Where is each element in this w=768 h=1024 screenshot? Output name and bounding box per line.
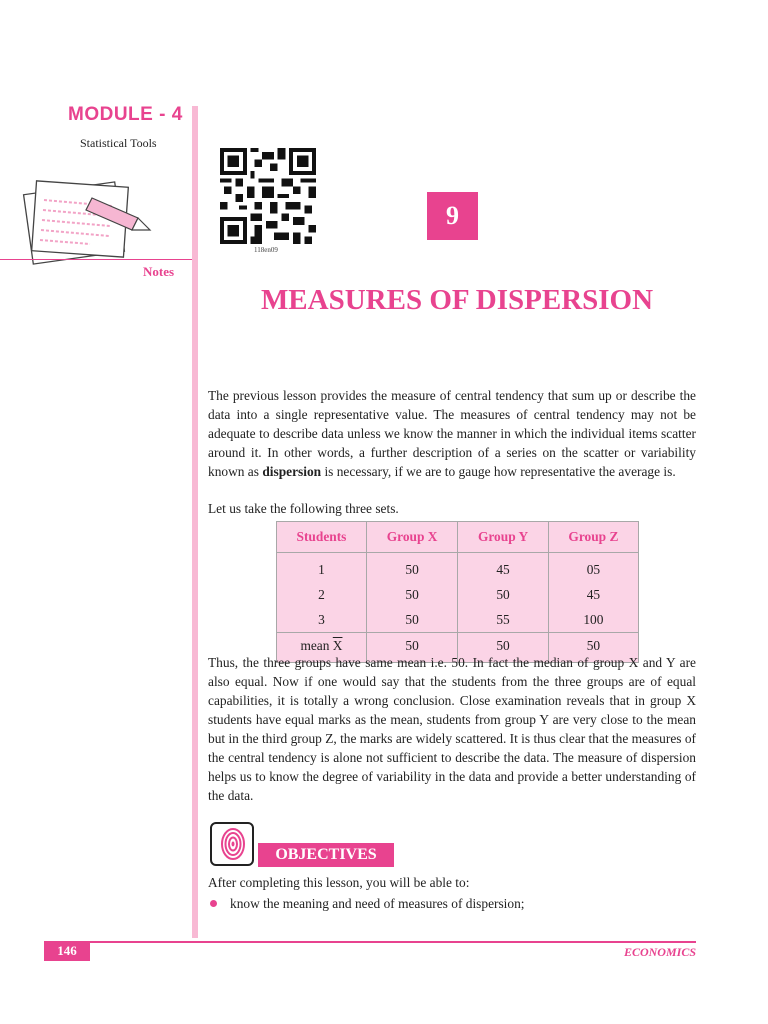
table-cell: 50 [366, 607, 457, 633]
notes-divider [0, 259, 192, 260]
table-row [277, 553, 639, 583]
page-number: 146 [44, 941, 90, 961]
table-intro: Let us take the following three sets. [208, 501, 399, 516]
table-cell: 1 [277, 553, 367, 583]
analysis-paragraph: Thus, the three groups have same mean i.e. 50. In fact the median of group X and Y are also equal. Now if one would say that the students from the three groups are of equal capabilities, it is totally a wrong conclusion. Close examination reveals that in group X students have equal marks as the mean, students from group Y are very close to the mean but in the third group Z, the marks are widely scattered. It is thus clear that the measures of the central tendency is alone not sufficient to describe the data. The measure of dispersion helps us to know the degree of variability in the data and provide a better understanding of the data. [208, 655, 696, 803]
chapter-number: 9 [427, 192, 478, 240]
table-cell: 50 [548, 633, 638, 663]
book-title: ECONOMICS [623, 945, 696, 959]
table-cell: 55 [458, 607, 549, 633]
table-cell: 50 [458, 633, 549, 663]
table-header-row [277, 522, 639, 553]
table-cell: 45 [548, 582, 638, 607]
header-group-x: Group X [366, 522, 457, 553]
table-row [277, 582, 639, 607]
header-students: Students [277, 522, 367, 553]
table-cell: 50 [366, 633, 457, 663]
bullet-icon [210, 900, 217, 907]
sidebar-bar [192, 106, 198, 938]
objectives-intro: After completing this lesson, you will be able to: [208, 875, 470, 890]
header-group-y: Group Y [458, 522, 549, 553]
table-cell: 3 [277, 607, 367, 633]
module-subject: Statistical Tools [80, 136, 157, 150]
table-cell: 2 [277, 582, 367, 607]
objective-item: know the meaning and need of measures of dispersion; [230, 896, 525, 911]
intro-paragraph: The previous lesson provides the measure of central tendency that sum up or describe the data into a single representative value. The measures of central tendency may not be adequate to describe data unless we know the manner in which the individual items scatter around it. In other words, a further description of a series on the scatter or variability known as dispersion is necessary, if we are to gauge how representative the average is. [208, 388, 696, 479]
table-cell: 50 [366, 582, 457, 607]
table-cell: 05 [548, 553, 638, 583]
qr-code-icon[interactable] [220, 148, 316, 244]
marks-table [276, 521, 639, 663]
header-group-z: Group Z [548, 522, 638, 553]
qr-code-label: 118en09 [254, 246, 278, 254]
table-row [277, 607, 639, 633]
mean-label-cell: mean $\overline{X}$ [277, 633, 367, 663]
table-cell: 50 [366, 553, 457, 583]
table-cell: 50 [458, 582, 549, 607]
table-cell: 100 [548, 607, 638, 633]
notes-pencil-icon [20, 170, 170, 270]
chapter-title: MEASURES OF DISPERSION [260, 284, 654, 316]
target-icon [210, 822, 254, 866]
x-bar-symbol: $\overline{X}$ [332, 638, 343, 653]
dispersion-term: dispersion [262, 464, 322, 479]
module-title: MODULE - 4 [68, 104, 183, 125]
notes-label: Notes [143, 264, 175, 279]
objectives-heading: OBJECTIVES [258, 843, 394, 867]
footer-divider [44, 941, 696, 943]
table-cell: 45 [458, 553, 549, 583]
